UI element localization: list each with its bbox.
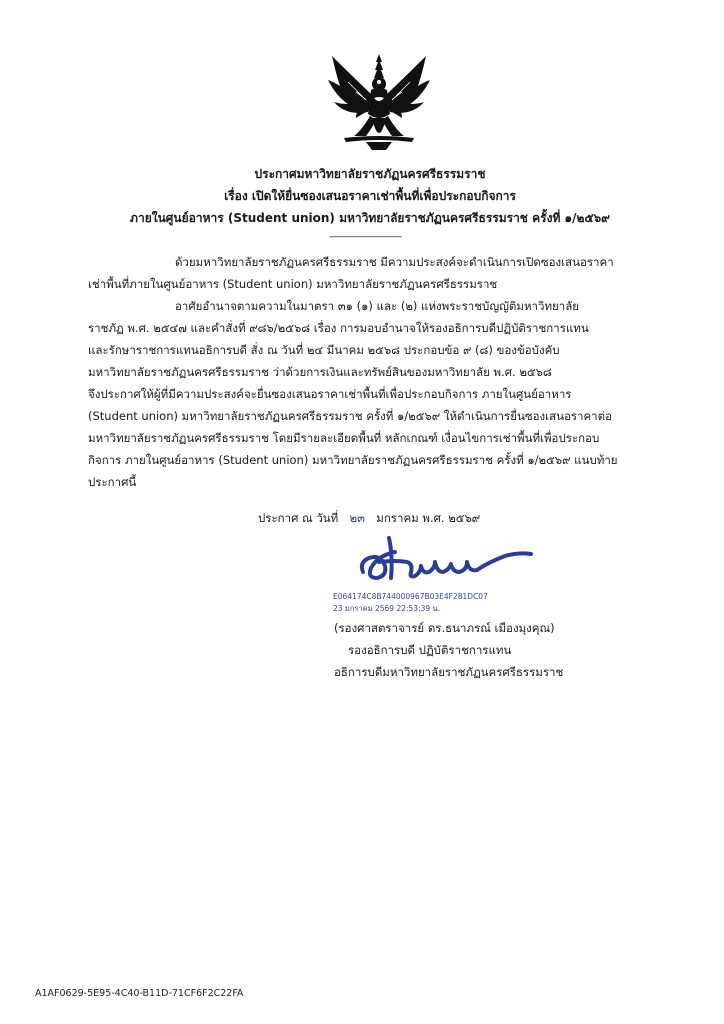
document-id: A1AF0629-5E95-4C40-B11D-71CF6F2C22FA bbox=[35, 988, 244, 999]
date-prefix: ประกาศ ณ วันที่ bbox=[258, 511, 339, 525]
signature-timestamp: 23 มกราคม 2569 22:53:39 น. bbox=[333, 604, 441, 613]
signature-hash: E064174C8B744000967B03E4F281DC07 bbox=[333, 592, 488, 601]
body-line: อาศัยอำนาจตามความในมาตรา ๓๑ (๑) และ (๒) แห่งพระราชบัญญัติมหาวิทยาลัย bbox=[175, 299, 580, 313]
date-day: ๒๓ bbox=[349, 511, 365, 525]
signer-position: รองอธิการบดี ปฏิบัติราชการแทน bbox=[348, 643, 512, 657]
announcement-subject-continued: ภายในศูนย์อาหาร (Student union) มหาวิทยาลัยราชภัฏนครศรีธรรมราช ครั้งที่ ๑/๒๕๖๙ bbox=[130, 211, 610, 225]
body-line: เช่าพื้นที่ภายในศูนย์อาหาร (Student union) มหาวิทยาลัยราชภัฏนครศรีธรรมราช bbox=[88, 277, 498, 291]
signer-office: อธิการบดีมหาวิทยาลัยราชภัฏนครศรีธรรมราช bbox=[334, 665, 564, 679]
date-month-year: มกราคม พ.ศ. ๒๕๖๙ bbox=[376, 511, 481, 525]
body-line: มหาวิทยาลัยราชภัฏนครศรีธรรมราช ว่าด้วยการเงินและทรัพย์สินของมหาวิทยาลัย พ.ศ. ๒๕๖๘ bbox=[88, 365, 552, 379]
body-line: กิจการ ภายในศูนย์อาหาร (Student union) มหาวิทยาลัยราชภัฏนครศรีธรรมราช ครั้งที่ ๑/๒๕๖๙ แนบท้าย bbox=[88, 453, 618, 467]
header-separator: -------------------------------- bbox=[329, 232, 401, 242]
handwritten-signature bbox=[355, 532, 535, 588]
signer-name: (รองศาสตราจารย์ ดร.ธนาภรณ์ เมืองมุงคุณ) bbox=[334, 621, 555, 635]
announcement-title: ประกาศมหาวิทยาลัยราชภัฏนครศรีธรรมราช bbox=[254, 167, 486, 181]
body-line: ด้วยมหาวิทยาลัยราชภัฏนครศรีธรรมราช มีความประสงค์จะดำเนินการเปิดซองเสนอราคา bbox=[175, 255, 614, 269]
garuda-emblem-icon bbox=[326, 52, 432, 152]
announcement-date bbox=[258, 510, 480, 526]
body-line: จึงประกาศให้ผู้ที่มีความประสงค์จะยื่นซองเสนอราคาเช่าพื้นที่เพื่อประกอบกิจการ ภายในศูนย์อาหาร bbox=[88, 387, 572, 401]
body-line: และรักษาราชการแทนอธิการบดี สั่ง ณ วันที่ ๒๔ มีนาคม ๒๕๖๘ ประกอบข้อ ๙ (๘) ของข้อบังคับ bbox=[88, 343, 560, 357]
body-line: ราชภัฏ พ.ศ. ๒๕๔๗ และคำสั่งที่ ๙๘๖/๒๕๖๘ เรื่อง การมอบอำนาจให้รองอธิการบดีปฏิบัติราชการแทน bbox=[88, 321, 589, 335]
announcement-subject: เรื่อง เปิดให้ยื่นซองเสนอราคาเช่าพื้นที่เพื่อประกอบกิจการ bbox=[224, 189, 516, 203]
body-line: มหาวิทยาลัยราชภัฏนครศรีธรรมราช โดยมีรายละเอียดพื้นที่ หลักเกณฑ์ เงื่อนไขการเช่าพื้นที่เพื่อประกอบ bbox=[88, 431, 600, 445]
body-line: (Student union) มหาวิทยาลัยราชภัฏนครศรีธรรมราช ครั้งที่ ๑/๒๕๖๙ ให้ดำเนินการยื่นซองเสนอราคาต่อ bbox=[88, 409, 613, 423]
body-line: ประกาศนี้ bbox=[88, 475, 137, 489]
